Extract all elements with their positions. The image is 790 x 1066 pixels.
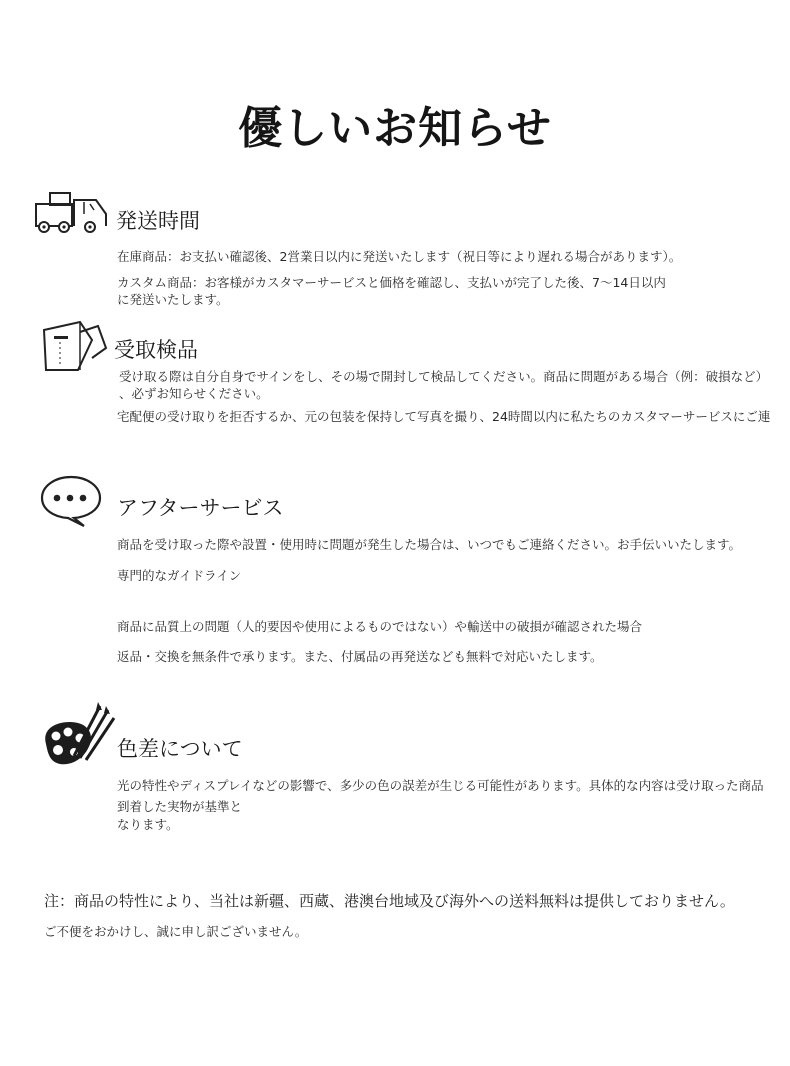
color-diff-line-2: 到着した実物が基準と [117, 799, 243, 814]
shipping-line-2: カスタム商品：お客様がカスタマーサービスと価格を確認し、支払いが完了した後、7〜14日以内 [117, 275, 666, 290]
page-title: 優しいお知らせ [238, 103, 552, 154]
box-icon [40, 318, 112, 376]
shipping-restriction-note: 注：商品の特性により、当社は新疆、西蔵、港澳台地域及び海外への送料無料は提供しておりません。 [44, 892, 735, 910]
section-heading-shipping: 発送時間 [116, 209, 200, 233]
color-diff-line-3: なります。 [117, 817, 179, 832]
after-service-line-3: 商品に品質上の問題（人的要因や使用によるものではない）や輸送中の破損が確認された場合 [117, 619, 643, 634]
after-service-line-1: 商品を受け取った際や設置・使用時に問題が発生した場合は、いつでもご連絡ください。お手伝いいたします。 [117, 537, 742, 552]
color-diff-line-1: 光の特性やディスプレイなどの影響で、多少の色の誤差が生じる可能性があります。具体的な内容は受け取った商品 [117, 778, 764, 793]
paint-palette-icon [40, 700, 116, 768]
section-heading-after-service: アフターサービス [117, 496, 284, 520]
shipping-line-3: に発送いたします。 [117, 292, 229, 307]
after-service-line-2: 専門的なガイドライン [117, 568, 242, 583]
receipt-line-1: 受け取る際は自分自身でサインをし、その場で開封して検品してください。商品に問題がある場合（例：破損など） [119, 369, 769, 384]
speech-bubble-icon [40, 475, 104, 527]
apology-note: ご不便をおかけし、誠に申し訳ございません。 [44, 924, 308, 939]
receipt-line-2: 、必ずお知らせください。 [119, 386, 269, 401]
truck-icon [34, 190, 114, 236]
after-service-line-4: 返品・交換を無条件で承ります。また、付属品の再発送なども無料で対応いたします。 [117, 649, 603, 664]
section-heading-color-diff: 色差について [117, 737, 243, 761]
section-heading-receipt: 受取検品 [114, 338, 198, 362]
receipt-line-3: 宅配便の受け取りを拒否するか、元の包装を保持して写真を撮り、24時間以内に私たちのカスタマーサービスにご連 [117, 409, 771, 424]
shipping-line-1: 在庫商品：お支払い確認後、2営業日以内に発送いたします（祝日等により遅れる場合があります）。 [117, 249, 682, 264]
